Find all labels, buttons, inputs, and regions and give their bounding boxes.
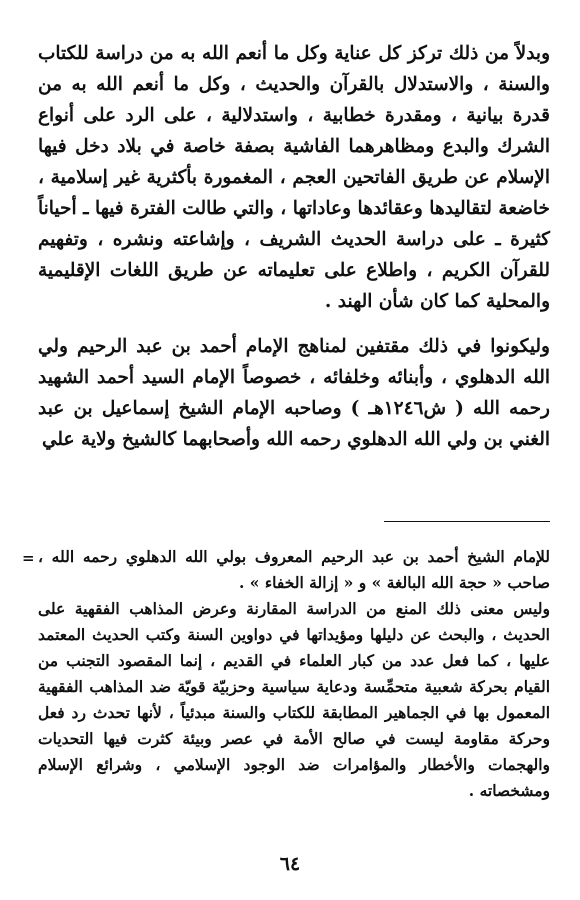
footnote-continuation-marker: = [22, 549, 35, 567]
footnotes-section [22, 544, 550, 804]
main-body-text [38, 38, 550, 455]
page-number: ٦٤ [279, 853, 301, 875]
footnote-paragraph-1: للإمام الشيخ أحمد بن عبد الرحيم المعروف بولي الله الدهلوي رحمه الله ، صاحب « حجة الله البالغة » و « إزالة الخفاء » . [38, 547, 550, 592]
body-paragraph-2: وليكونوا في ذلك مقتفين لمناهج الإمام أحمد بن عبد الرحيم ولي الله الدهلوي ، وأبنائه وخلفائه ، خصوصاً الإمام السيد أحمد الشهيد رحمه الله ( ش١٢٤٦هـ ) وصاحبه الإمام الشيخ إسماعيل بن عبد الغني بن ولي الله الدهلوي رحمه الله وأصحابهما كالشيخ ولاية علي [38, 336, 550, 450]
body-paragraph-1: وبدلاً من ذلك تركز كل عناية وكل ما أنعم الله به من دراسة للكتاب والسنة ، والاستدلال بالقرآن والحديث ، وكل ما أنعم الله به من قدرة بيانية ، ومقدرة خطابية ، واستدلالية ، على الرد على أنواع الشرك والبدع ومظاهرهما الفاشية بصفة خاصة في بلاد دخل فيها الإسلام عن طريق الفاتحين العجم ، المغمورة بأكثرية غير إسلامية ، خاضعة لتقاليدها وعقائدها وعاداتها ، والتي طالت الفترة فيها ـ أحياناً كثيرة ـ على دراسة الحديث الشريف ، وإشاعته ونشره ، وتفهيم للقرآن الكريم ، واطلاع على تعليماته عن طريق اللغات الإقليمية والمحلية كما كان شأن الهند . [38, 43, 550, 312]
footnote-separator [384, 521, 550, 522]
footnote-paragraph-2: وليس معنى ذلك المنع من الدراسة المقارنة وعرض المذاهب الفقهية على الحديث ، والبحث عن دليلها ومؤيداتها في دواوين السنة وكتب الحديث المعتمد عليها ، كما فعل عدد من كبار العلماء في القديم ، إنما المقصود التجنب من القيام بحركة شعبية متحمِّسة ودعاية سياسية وحزبيّة قويّة ضد المذاهب الفقهية المعمول بها في الجماهير المطابقة للكتاب والسنة مبدئياً ، لأنها تحدث رد فعل وحركة مقاومة ليست في صالح الأمة في عصر وبيئة كثرت فيها التحديات والهجمات والأخطار والمؤامرات ضد الوجود الإسلامي ، وشرائع الإسلام ومشخصاته . [38, 599, 550, 800]
